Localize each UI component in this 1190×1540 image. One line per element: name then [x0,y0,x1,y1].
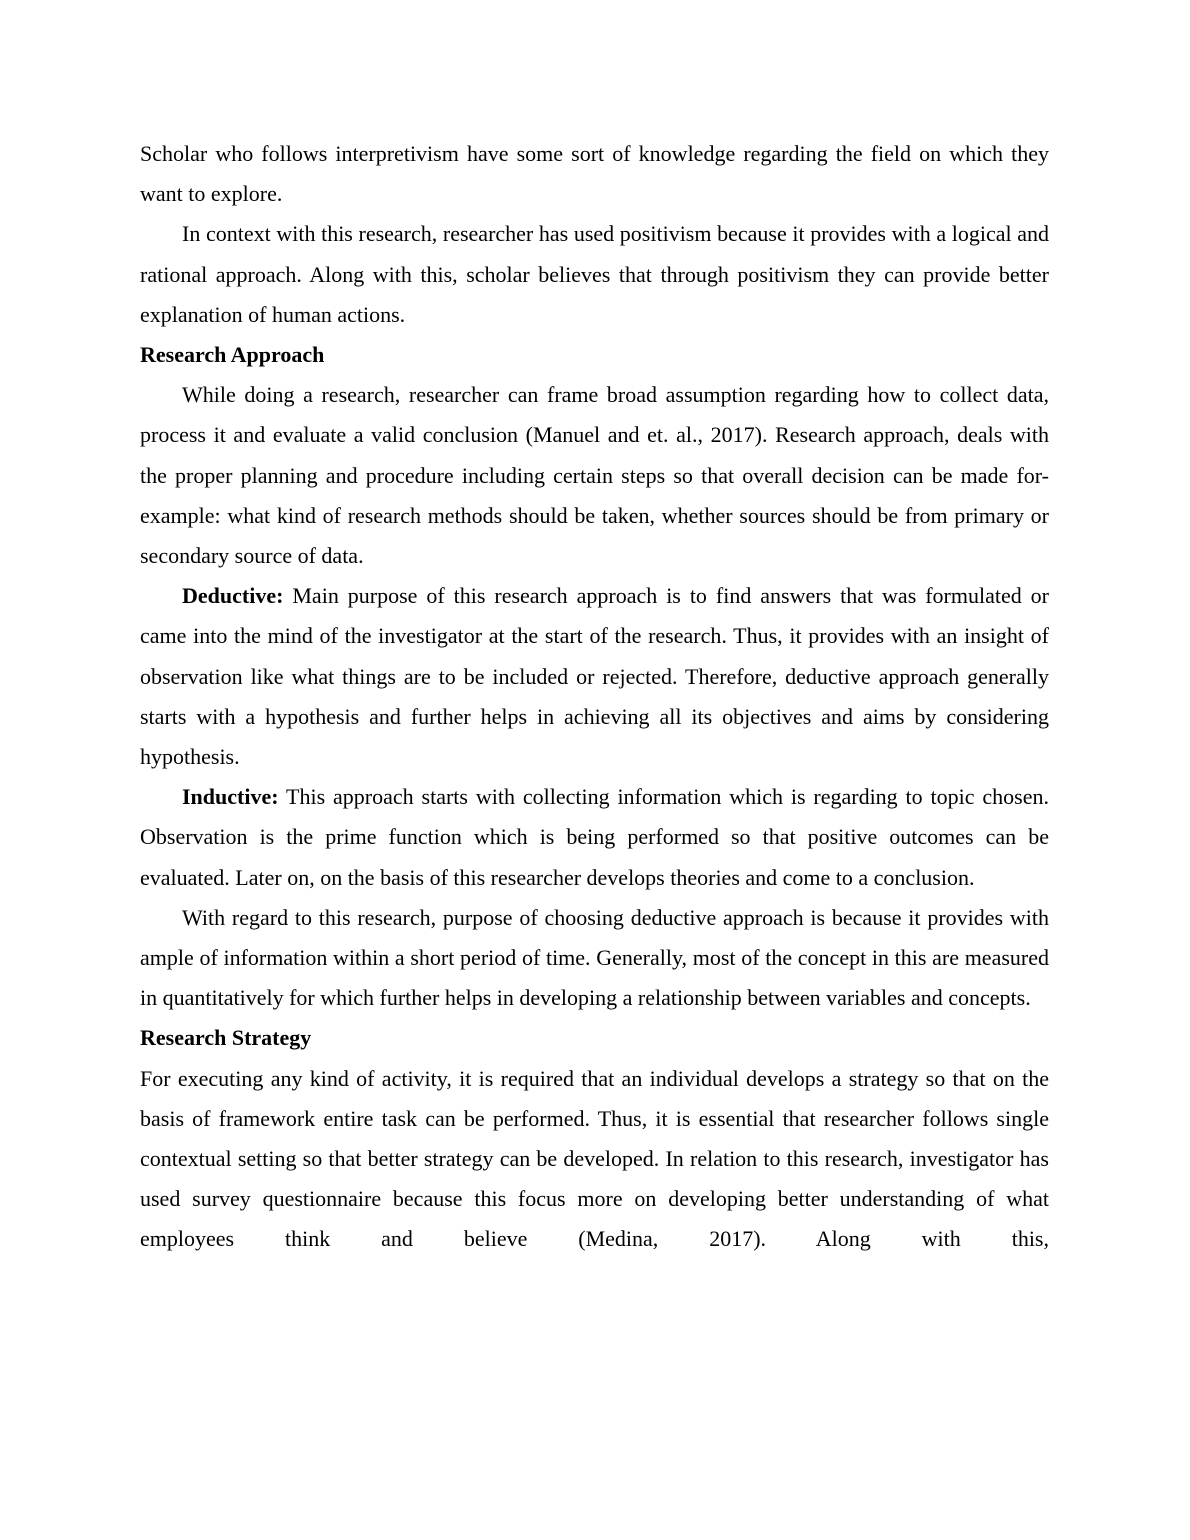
heading-research-strategy: Research Strategy [140,1025,312,1051]
term-inductive: Inductive: [182,784,279,810]
paragraph-inductive [140,777,1049,898]
paragraph-positivism-context: In context with this research, researcher has used positivism because it provides with a logical and rational approach. Along with this, scholar believes that through positivism they can provide better explanation of human actions. [140,221,1049,327]
deductive-description: Main purpose of this research approach is to find answers that was formulated or came into the mind of the investigator at the start of the research. Thus, it provides with an insight of observation like what things are to be included or rejected. Therefore, deductive approach generally starts with a hypothesis and further helps in achieving all its objectives and aims by considering hypothesis. [140,583,1049,770]
heading-research-approach: Research Approach [140,342,325,368]
paragraph-research-approach: While doing a research, researcher can frame broad assumption regarding how to collect data, process it and evaluate a valid conclusion (Manuel and et. al., 2017). Research approach, deals with the proper planning and procedure including certain steps so that overall decision can be made for-example: what kind of research methods should be taken, whether sources should be from primary or secondary source of data. [140,382,1049,569]
term-deductive: Deductive: [182,583,284,609]
paragraph-deductive-choice: With regard to this research, purpose of choosing deductive approach is because it provides with ample of information within a short period of time. Generally, most of the concept in this are measured in quantitatively for which further helps in developing a relationship between variables and concepts. [140,904,1049,1011]
inductive-description: This approach starts with collecting information which is regarding to topic chosen. Observation is the prime function which is being performed so that positive outcomes can be evaluated. Later on, on the basis of this researcher develops theories and come to a conclusion. [140,784,1049,890]
paragraph-interpretivism: Scholar who follows interpretivism have some sort of knowledge regarding the field on which they want to explore. [140,141,1049,207]
document-page [140,134,1049,1260]
paragraph-research-strategy: For executing any kind of activity, it is required that an individual develops a strategy so that on the basis of framework entire task can be performed. Thus, it is essential that researcher follows single contextual setting so that better strategy can be developed. In relation to this research, investigator has used survey questionnaire because this focus more on developing better understanding of what employees think and believe (Medina, 2017). Along with this, [140,1065,1049,1252]
paragraph-deductive [140,576,1049,777]
